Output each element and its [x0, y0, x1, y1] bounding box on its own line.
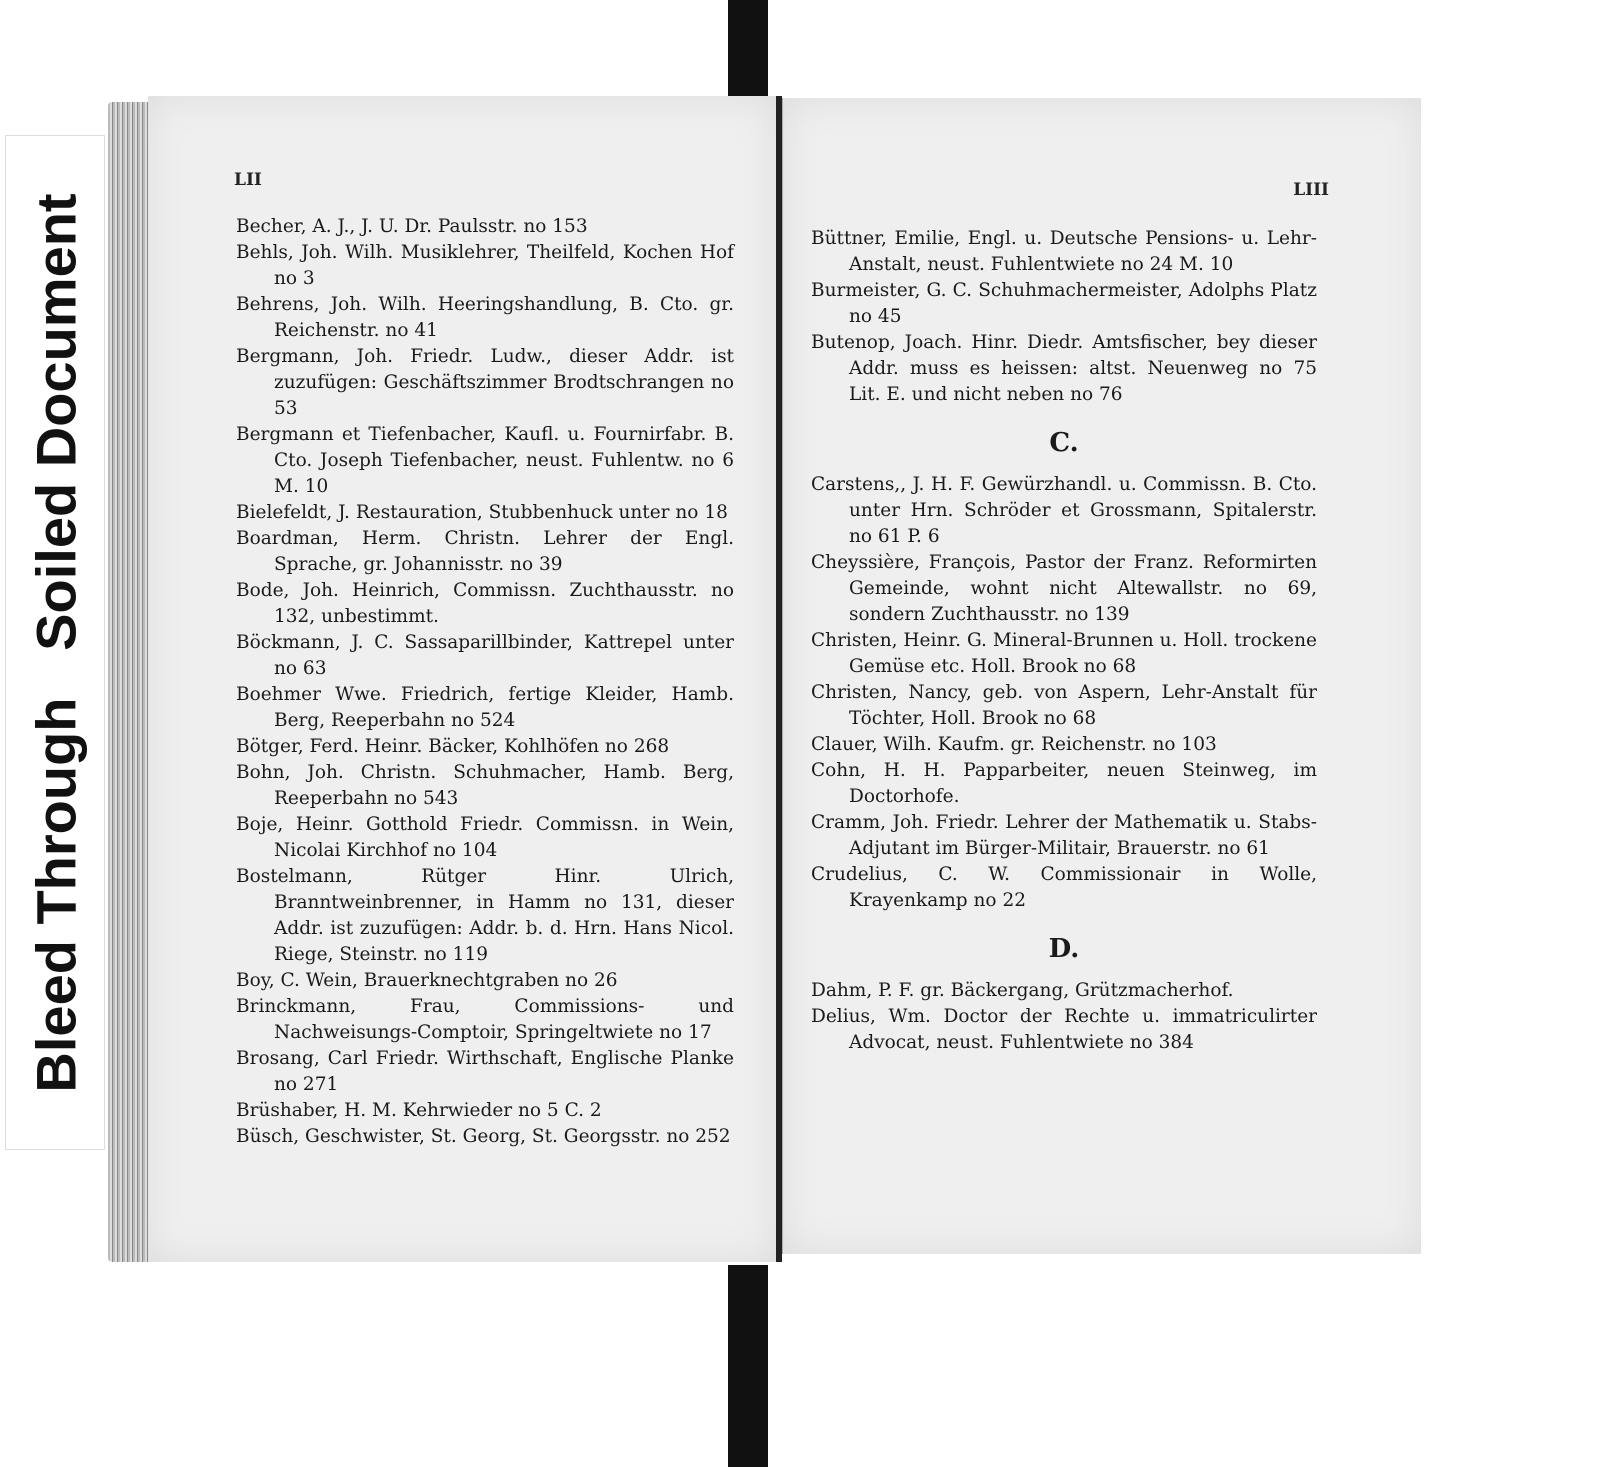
spine-strip-top — [728, 0, 768, 100]
left-entries — [236, 214, 734, 1150]
left-page-number: LII — [234, 170, 262, 190]
right-page — [782, 98, 1421, 1254]
section-heading-d: D. — [1048, 934, 1080, 964]
entry: Bostelmann, Rütger Hinr. Ulrich, Branntweinbrenner, in Hamm no 131, dieser Addr. ist zuzufügen: Addr. b. d. Hrn. Hans Nicol. Riege, Steinstr. no 119 — [236, 866, 734, 965]
entry: Becher, A. J., J. U. Dr. Paulsstr. no 153 — [236, 216, 588, 237]
entry: Brinckmann, Frau, Commissions- und Nachweisungs-Comptoir, Springeltwiete no 17 — [236, 996, 734, 1043]
entry: Christen, Nancy, geb. von Aspern, Lehr-Anstalt für Töchter, Holl. Brook no 68 — [811, 682, 1317, 729]
entry: Böckmann, J. C. Sassaparillbinder, Kattrepel unter no 63 — [236, 632, 734, 679]
entry: Boy, C. Wein, Brauerknechtgraben no 26 — [236, 970, 618, 991]
entry: Büsch, Geschwister, St. Georg, St. Georgsstr. no 252 — [236, 1126, 731, 1147]
entry: Boehmer Wwe. Friedrich, fertige Kleider, Hamb. Berg, Reeperbahn no 524 — [236, 684, 734, 731]
open-book — [108, 96, 1420, 1266]
entry: Bielefeldt, J. Restauration, Stubbenhuck unter no 18 — [236, 502, 728, 523]
section-heading-c: C. — [1049, 428, 1079, 458]
entry: Boje, Heinr. Gotthold Friedr. Commissn. in Wein, Nicolai Kirchhof no 104 — [236, 814, 734, 861]
right-page-number: LIII — [1293, 180, 1329, 200]
entry: Cheyssière, François, Pastor der Franz. Reformirten Gemeinde, wohnt nicht Altewallstr. no 69, sondern Zuchthausstr. no 139 — [811, 552, 1317, 625]
entry: Boardman, Herm. Christn. Lehrer der Engl. Sprache, gr. Johannisstr. no 39 — [236, 528, 734, 575]
spine-strip-bottom — [728, 1265, 768, 1467]
right-entries — [811, 226, 1317, 1056]
entry: Bötger, Ferd. Heinr. Bäcker, Kohlhöfen no 268 — [236, 736, 670, 757]
entry: Behls, Joh. Wilh. Musiklehrer, Theilfeld, Kochen Hof no 3 — [236, 242, 734, 289]
entry: Bergmann, Joh. Friedr. Ludw., dieser Addr. ist zuzufügen: Geschäftszimmer Brodtschrangen no 53 — [236, 346, 734, 419]
entry: Bohn, Joh. Christn. Schuhmacher, Hamb. Berg, Reeperbahn no 543 — [236, 762, 734, 809]
entry: Butenop, Joach. Hinr. Diedr. Amtsfischer, bey dieser Addr. muss es heissen: altst. Neuenweg no 75 Lit. E. und nicht neben no 76 — [811, 332, 1317, 405]
side-label-text: Bleed Through Soiled Document — [24, 192, 87, 1093]
page-edges — [108, 102, 148, 1262]
entry: Brüshaber, H. M. Kehrwieder no 5 C. 2 — [236, 1100, 602, 1121]
entry: Bode, Joh. Heinrich, Commissn. Zuchthausstr. no 132, unbestimmt. — [236, 580, 734, 627]
entry: Dahm, P. F. gr. Bäckergang, Grützmacherhof. — [811, 980, 1234, 1001]
entry: Burmeister, G. C. Schuhmachermeister, Adolphs Platz no 45 — [811, 280, 1317, 327]
entry: Behrens, Joh. Wilh. Heeringshandlung, B. Cto. gr. Reichenstr. no 41 — [236, 294, 734, 341]
left-page — [148, 96, 777, 1262]
entry: Carstens,, J. H. F. Gewürzhandl. u. Commissn. B. Cto. unter Hrn. Schröder et Grossmann, Spitalerstr. no 61 P. 6 — [811, 474, 1317, 547]
entry: Clauer, Wilh. Kaufm. gr. Reichenstr. no 103 — [811, 734, 1217, 755]
entry: Brosang, Carl Friedr. Wirthschaft, Englische Planke no 271 — [236, 1048, 734, 1095]
entry: Crudelius, C. W. Commissionair in Wolle, Krayenkamp no 22 — [811, 864, 1317, 911]
entry: Christen, Heinr. G. Mineral-Brunnen u. Holl. trockene Gemüse etc. Holl. Brook no 68 — [811, 630, 1317, 677]
entry: Cramm, Joh. Friedr. Lehrer der Mathematik u. Stabs-Adjutant im Bürger-Militair, Brauerstr. no 61 — [811, 812, 1317, 859]
bleed-through-label — [5, 135, 105, 1150]
entry: Delius, Wm. Doctor der Rechte u. immatriculirter Advocat, neust. Fuhlentwiete no 384 — [811, 1006, 1317, 1053]
entry: Bergmann et Tiefenbacher, Kaufl. u. Fournirfabr. B. Cto. Joseph Tiefenbacher, neust. Fuhlentw. no 6 M. 10 — [236, 424, 734, 497]
entry: Büttner, Emilie, Engl. u. Deutsche Pensions- u. Lehr-Anstalt, neust. Fuhlentwiete no 24 M. 10 — [811, 228, 1317, 275]
entry: Cohn, H. H. Papparbeiter, neuen Steinweg, im Doctorhofe. — [811, 760, 1317, 807]
